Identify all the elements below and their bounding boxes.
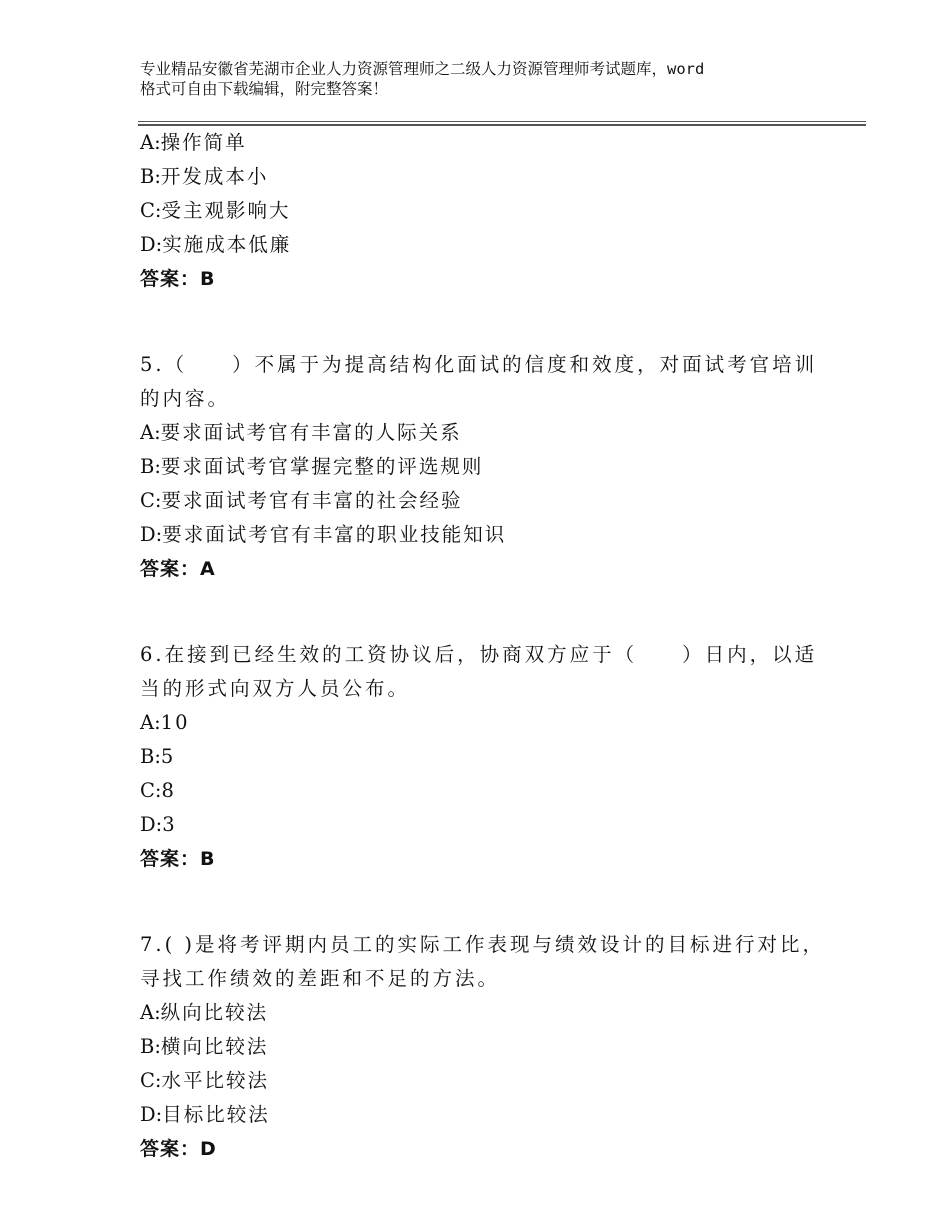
option-letter: B: xyxy=(140,745,161,768)
option-text: 操作简单 xyxy=(160,131,247,154)
option-letter: C: xyxy=(140,199,162,222)
option-text: 受主观影响大 xyxy=(161,199,291,222)
option-text: 10 xyxy=(160,711,190,734)
option-text: 目标比较法 xyxy=(162,1103,270,1126)
option-text: 要求面试考官有丰富的社会经验 xyxy=(161,489,463,512)
option-text: 要求面试考官有丰富的职业技能知识 xyxy=(162,523,507,546)
spacer xyxy=(140,876,840,928)
option-line xyxy=(140,808,840,842)
question-list xyxy=(140,126,840,1166)
option-line xyxy=(140,126,840,160)
option-line xyxy=(140,1030,840,1064)
question-stem-line: 当的形式向双方人员公布。 xyxy=(140,677,411,700)
option-text: 8 xyxy=(161,779,176,802)
option-letter: B: xyxy=(140,455,161,478)
answer-line: 答案：D xyxy=(140,1138,217,1160)
question-stem-line: 7.( )是将考评期内员工的实际工作表现与绩效设计的目标进行对比， xyxy=(140,933,826,956)
option-line xyxy=(140,228,840,262)
option-text: 横向比较法 xyxy=(160,1035,269,1058)
header-line-1: 专业精品安徽省芜湖市企业人力资源管理师之二级人力资源管理师考试题库，word xyxy=(140,60,705,78)
question-stem-line: 的内容。 xyxy=(140,387,231,410)
option-letter: C: xyxy=(140,779,162,802)
spacer xyxy=(140,296,840,348)
document-header xyxy=(140,59,840,99)
option-text: 3 xyxy=(162,813,177,836)
option-line xyxy=(140,1064,840,1098)
option-line xyxy=(140,416,840,450)
option-text: 水平比较法 xyxy=(161,1069,270,1092)
option-line xyxy=(140,1098,840,1132)
option-letter: D: xyxy=(140,813,163,836)
option-line xyxy=(140,518,840,552)
option-letter: B: xyxy=(140,1035,161,1058)
option-letter: A: xyxy=(140,711,161,734)
question-stem-line: 5.（ ）不属于为提高结构化面试的信度和效度，对面试考官培训 xyxy=(140,353,818,376)
header-rule-thin xyxy=(138,121,866,122)
option-letter: C: xyxy=(140,1069,162,1092)
option-letter: B: xyxy=(140,165,161,188)
option-line xyxy=(140,450,840,484)
option-letter: A: xyxy=(140,1001,161,1024)
option-text: 要求面试考官有丰富的人际关系 xyxy=(160,421,462,444)
header-line-2: 格式可自由下载编辑，附完整答案！ xyxy=(140,80,389,98)
question-block xyxy=(140,348,840,586)
question-block xyxy=(140,126,840,296)
option-line xyxy=(140,996,840,1030)
option-letter: D: xyxy=(140,523,163,546)
answer-line: 答案：A xyxy=(140,558,216,580)
answer-line: 答案：B xyxy=(140,848,216,870)
question-stem-line: 寻找工作绩效的差距和不足的方法。 xyxy=(140,967,501,990)
option-text: 开发成本小 xyxy=(160,165,269,188)
option-line xyxy=(140,484,840,518)
option-text: 实施成本低廉 xyxy=(162,233,292,256)
option-line xyxy=(140,194,840,228)
option-text: 要求面试考官掌握完整的评选规则 xyxy=(160,455,484,478)
option-line xyxy=(140,740,840,774)
option-text: 纵向比较法 xyxy=(160,1001,269,1024)
question-stem-line: 6.在接到已经生效的工资协议后，协商双方应于（ ）日内，以适 xyxy=(140,643,818,666)
spacer xyxy=(140,586,840,638)
option-line xyxy=(140,774,840,808)
option-line xyxy=(140,160,840,194)
question-block xyxy=(140,638,840,876)
question-block xyxy=(140,928,840,1166)
option-letter: A: xyxy=(140,131,161,154)
option-letter: D: xyxy=(140,1103,163,1126)
option-line xyxy=(140,706,840,740)
answer-line: 答案：B xyxy=(140,268,216,290)
option-letter: C: xyxy=(140,489,162,512)
option-letter: A: xyxy=(140,421,161,444)
option-text: 5 xyxy=(160,745,176,768)
option-letter: D: xyxy=(140,233,163,256)
